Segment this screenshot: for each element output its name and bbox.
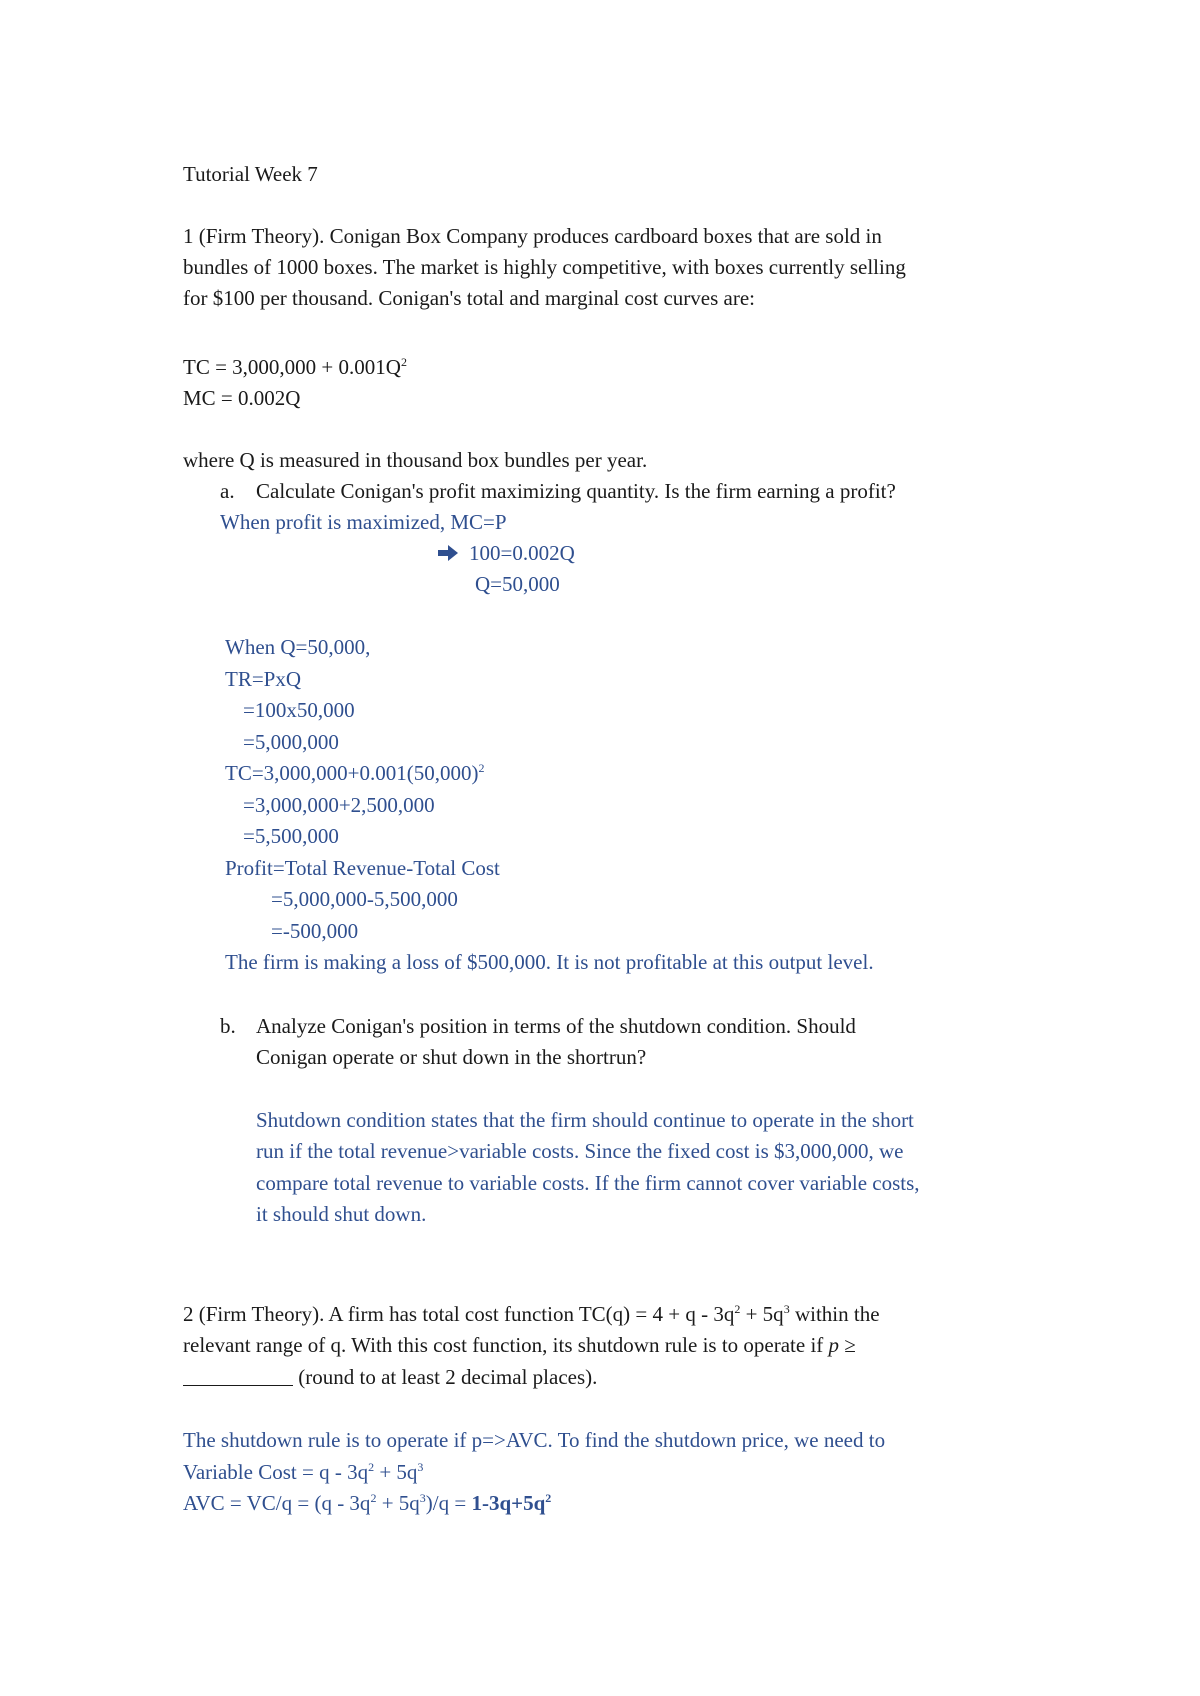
q1a-work-line-4: =5,000,000 bbox=[243, 730, 339, 754]
q1a-work-line-10: =-500,000 bbox=[271, 919, 359, 943]
q2-line-2: relevant range of q. With this cost function, its shutdown rule is to operate if p ≥ bbox=[183, 1333, 856, 1357]
q2-avc: AVC = $VC/q = (q - 3q^2 + 5q^3)/q = 1-3q+5q^2$ bbox=[183, 1491, 552, 1515]
q1a-answer-step-1: 100=0.002Q bbox=[437, 540, 575, 566]
arrow-right-icon bbox=[437, 544, 459, 562]
q1a-answer-condition: When profit is maximized, MC=P bbox=[220, 510, 507, 534]
q1-intro-line-2: bundles of 1000 boxes. The market is highly competitive, with boxes currently selling bbox=[183, 255, 906, 279]
q1b-answer-line-1: Shutdown condition states that the firm should continue to operate in the short bbox=[256, 1108, 914, 1132]
q1a-work-line-8: Profit=Total Revenue-Total Cost bbox=[225, 856, 500, 880]
q1a-work-line-3: =100x50,000 bbox=[243, 698, 355, 722]
q1a-work-line-1: When Q=50,000, bbox=[225, 635, 371, 659]
answer-blank bbox=[183, 1365, 293, 1386]
q1b-answer-line-3: compare total revenue to variable costs. If the firm cannot cover variable costs, bbox=[256, 1171, 920, 1195]
document-title: Tutorial Week 7 bbox=[183, 162, 318, 186]
q1a-work-line-5: $TC=3,000,000+0.001(50,000)^2$ bbox=[225, 761, 485, 785]
q1b-marker: b. bbox=[220, 1014, 236, 1038]
q1b-question-line-2: Conigan operate or shut down in the shortrun? bbox=[256, 1045, 647, 1069]
q1b-answer-line-2: run if the total revenue>variable costs. Since the fixed cost is $3,000,000, we bbox=[256, 1139, 904, 1163]
q1a-work-line-6: =3,000,000+2,500,000 bbox=[243, 793, 435, 817]
tc-equation: TC = $3,000,000 + 0.001Q^2$ bbox=[183, 355, 407, 379]
q1a-question: Calculate Conigan's profit maximizing quantity. Is the firm earning a profit? bbox=[256, 479, 896, 503]
q1a-marker: a. bbox=[220, 479, 235, 503]
q2-line-1: 2 (Firm Theory). A firm has total cost function $TC(q) = 4 + q - 3q^2 + 5q^3$ within the bbox=[183, 1302, 880, 1326]
q2-variable-cost: Variable Cost = $q - 3q^2 + 5q^3$ bbox=[183, 1460, 424, 1484]
q2-line-3: (round to at least 2 decimal places). bbox=[183, 1364, 597, 1390]
q1a-conclusion: The firm is making a loss of $500,000. It is not profitable at this output level. bbox=[225, 950, 874, 974]
q1a-work-line-9: =5,000,000-5,500,000 bbox=[271, 887, 458, 911]
q1a-answer-step-2: Q=50,000 bbox=[475, 572, 560, 596]
q1-intro-line-3: for $100 per thousand. Conigan's total and marginal cost curves are: bbox=[183, 286, 756, 310]
q1-intro-line-1: 1 (Firm Theory). Conigan Box Company produces cardboard boxes that are sold in bbox=[183, 224, 882, 248]
q1a-work-line-2: TR=PxQ bbox=[225, 667, 302, 691]
q2-answer-line-1: The shutdown rule is to operate if p=>AVC. To find the shutdown price, we need to bbox=[183, 1428, 886, 1452]
mc-equation: MC = 0.002Q bbox=[183, 386, 301, 410]
q1a-work-line-7: =5,500,000 bbox=[243, 824, 339, 848]
q1b-answer-line-4: it should shut down. bbox=[256, 1202, 427, 1226]
q1b-question-line-1: Analyze Conigan's position in terms of the shutdown condition. Should bbox=[256, 1014, 856, 1038]
q1-where-note: where Q is measured in thousand box bundles per year. bbox=[183, 448, 648, 472]
